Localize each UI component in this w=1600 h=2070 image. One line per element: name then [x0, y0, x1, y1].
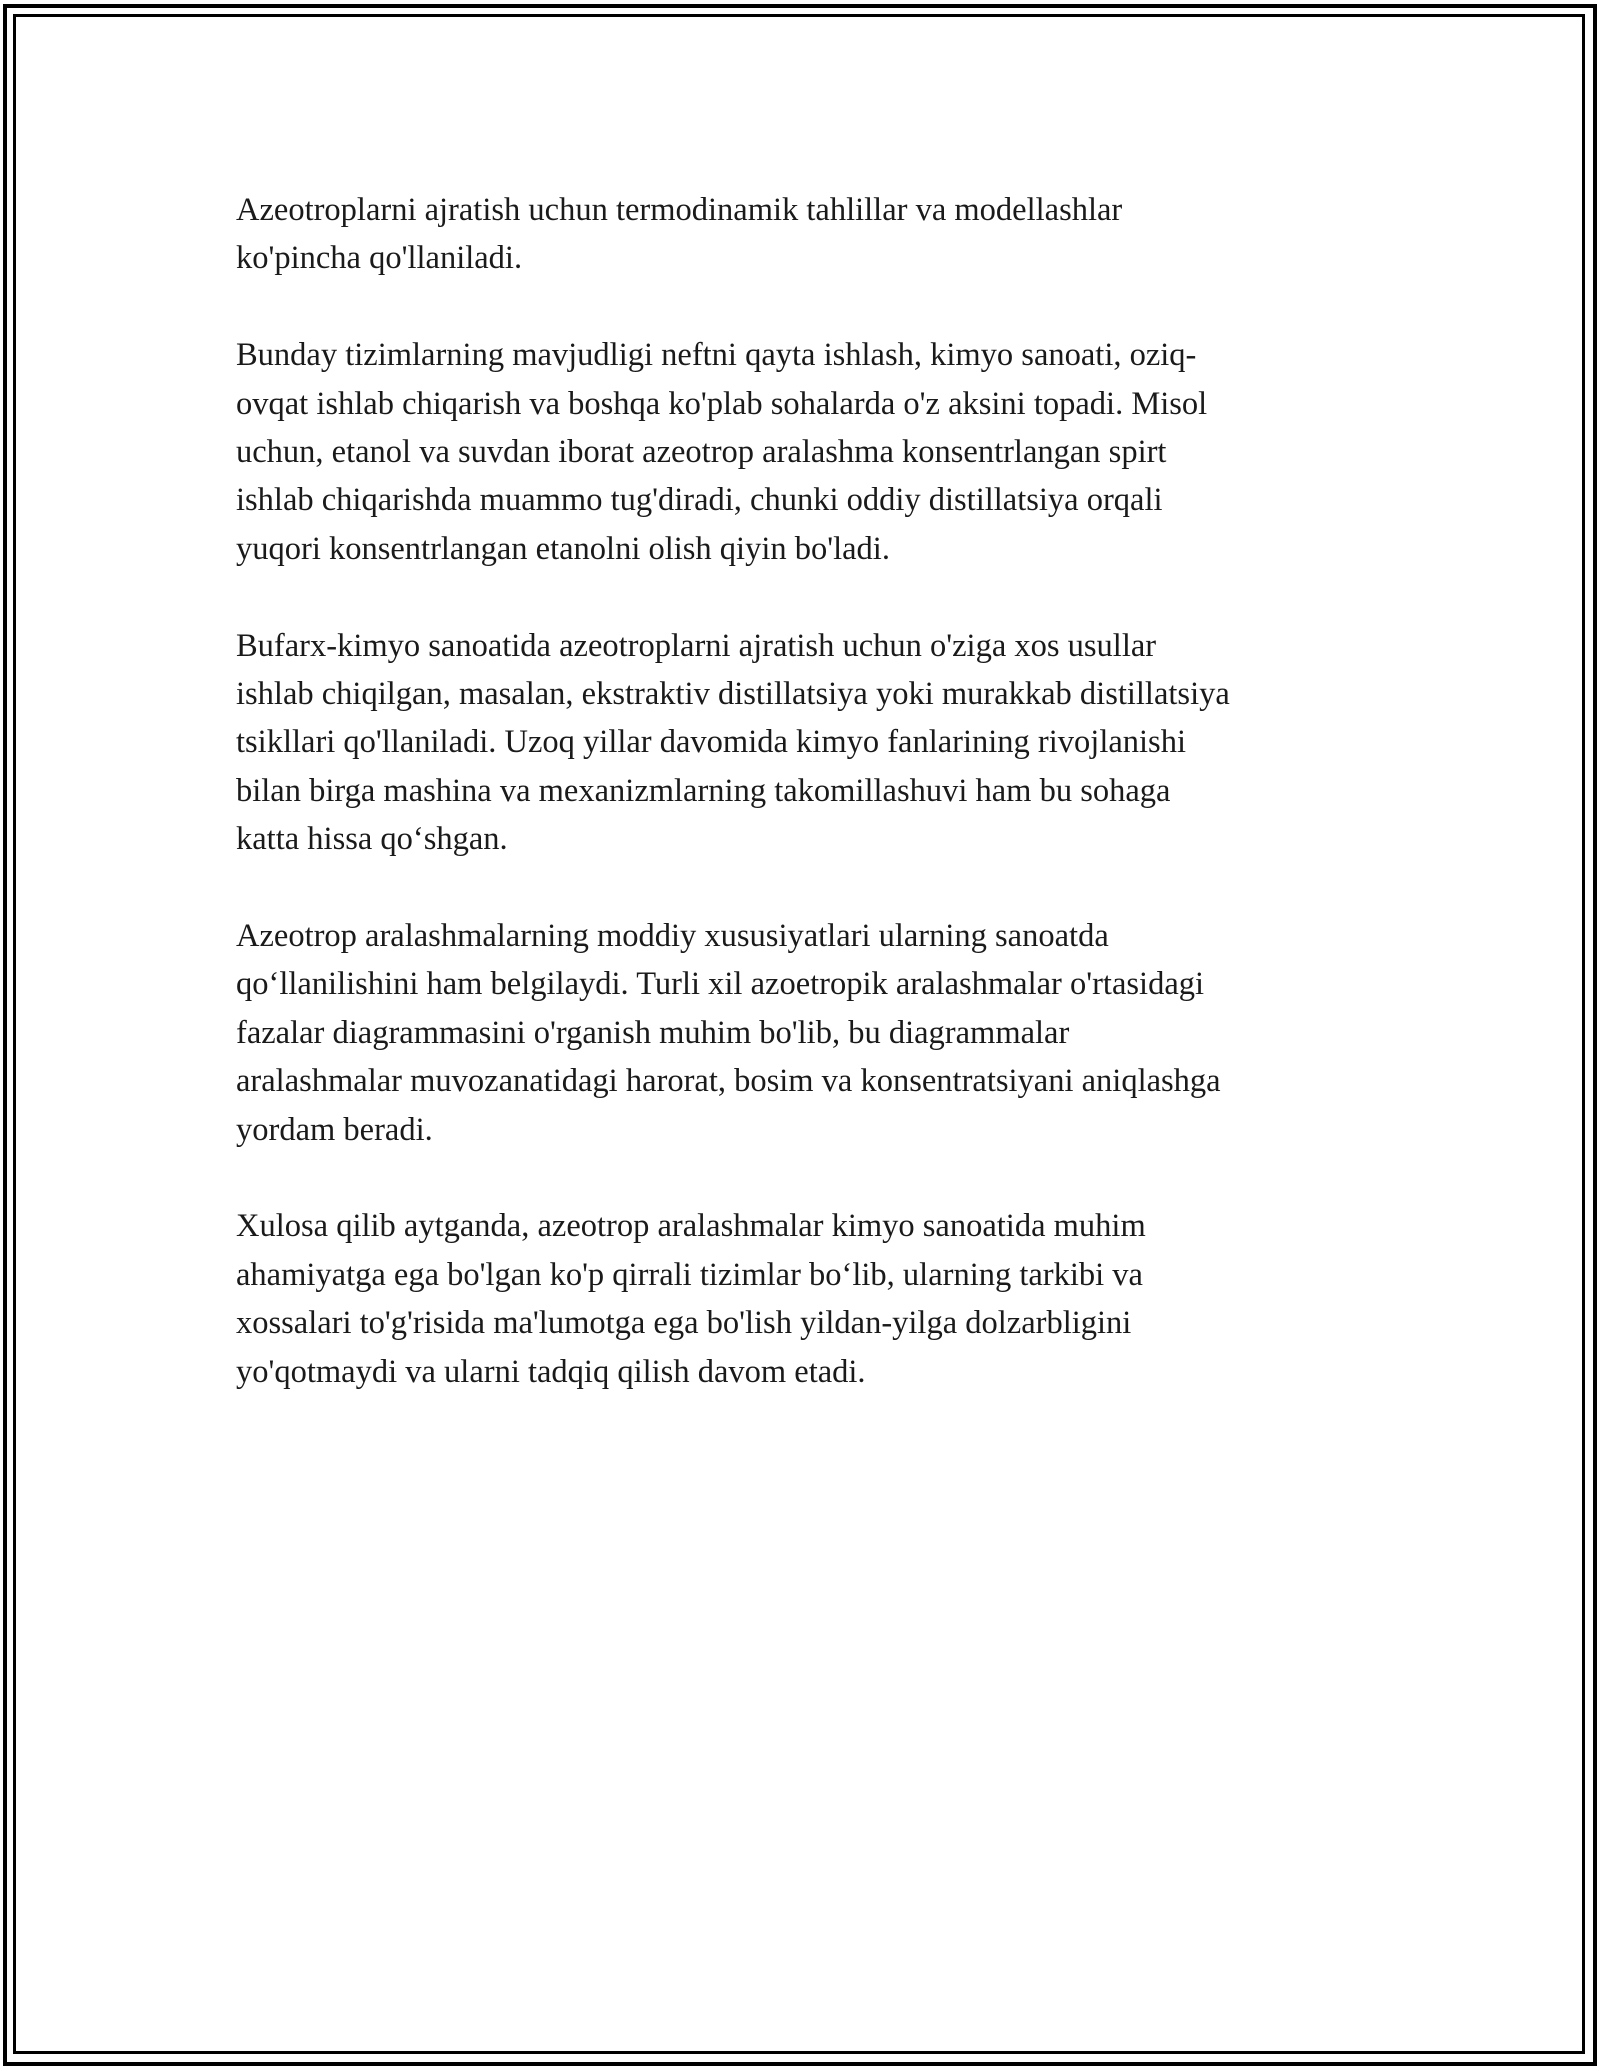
- text-line: Azeotrop aralashmalarning moddiy xususiyatlari ularning sanoatda: [236, 918, 1109, 955]
- text-line: fazalar diagrammasini o'rganish muhim bo'lib, bu diagrammalar: [236, 1014, 1070, 1051]
- text-line: yordam beradi.: [236, 1111, 433, 1148]
- text-line: ishlab chiqilgan, masalan, ekstraktiv distillatsiya yoki murakkab distillatsiya: [236, 676, 1230, 713]
- text-line: Bunday tizimlarning mavjudligi neftni qayta ishlash, kimyo sanoati, oziq-: [236, 337, 1197, 374]
- paragraph-3: [236, 622, 1376, 864]
- text-line: ovqat ishlab chiqarish va boshqa ko'plab sohalarda o'z aksini topadi. Misol: [236, 385, 1208, 422]
- text-line: qo‘llanilishini ham belgilaydi. Turli xil azoetropik aralashmalar o'rtasidagi: [236, 966, 1205, 1003]
- paragraph-1: [236, 186, 1376, 283]
- text-line: aralashmalar muvozanatidagi harorat, bosim va konsentratsiyani aniqlashga: [236, 1063, 1221, 1100]
- text-line: Bufarx-kimyo sanoatida azeotroplarni ajratish uchun o'ziga xos usullar: [236, 627, 1157, 664]
- text-line: Azeotroplarni ajratish uchun termodinamik tahlillar va modellashlar: [236, 192, 1123, 228]
- paragraph-5: [236, 1202, 1376, 1396]
- text-line: ahamiyatga ega bo'lgan ko'p qirrali tizimlar bo‘lib, ularning tarkibi va: [236, 1256, 1143, 1293]
- document-body: [236, 186, 1376, 1444]
- text-line: ishlab chiqarishda muammo tug'diradi, chunki oddiy distillatsiya orqali: [236, 482, 1163, 519]
- text-line: uchun, etanol va suvdan iborat azeotrop aralashma konsentrlangan spirt: [236, 434, 1167, 471]
- text-line: yo'qotmaydi va ularni tadqiq qilish davom etadi.: [236, 1353, 866, 1390]
- paragraph-4: [236, 912, 1376, 1154]
- text-line: xossalari to'g'risida ma'lumotga ega bo'lish yildan-yilga dolzarbligini: [236, 1305, 1132, 1342]
- text-line: tsikllari qo'llaniladi. Uzoq yillar davomida kimyo fanlarining rivojlanishi: [236, 724, 1186, 761]
- text-line: ko'pincha qo'llaniladi.: [236, 240, 523, 277]
- text-line: yuqori konsentrlangan etanolni olish qiyin bo'ladi.: [236, 530, 890, 567]
- text-line: katta hissa qo‘shgan.: [236, 821, 508, 858]
- text-line: bilan birga mashina va mexanizmlarning takomillashuvi ham bu sohaga: [236, 772, 1171, 809]
- paragraph-2: [236, 331, 1376, 573]
- text-line: Xulosa qilib aytganda, azeotrop aralashmalar kimyo sanoatida muhim: [236, 1208, 1146, 1245]
